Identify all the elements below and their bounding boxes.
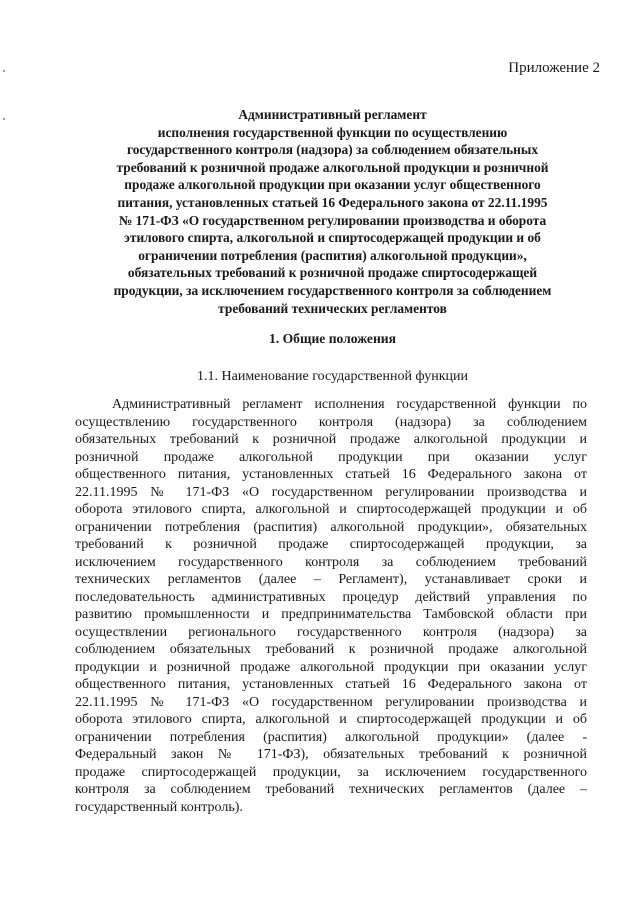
body-line: Административный регламент исполнения государственной функции по xyxy=(112,397,587,412)
body-line: технических регламентов (далее – Регламент), устанавливает сроки и xyxy=(75,572,587,587)
title-line: Административный регламент xyxy=(238,107,427,122)
body-line: осуществлению государственного контроля (надзора) за соблюдением xyxy=(75,414,587,430)
title-line: исполнения государственной функции по осуществлению xyxy=(157,124,508,140)
body-line: последовательность административных процедур действий управления по xyxy=(75,589,587,605)
body-line: оборота этилового спирта, алкогольной и спиртосодержащей продукции и об xyxy=(75,712,587,727)
body-line: ограничении потребления (распития) алкогольной продукции» (далее - xyxy=(75,729,587,745)
body-line: контроля за соблюдением требований технических регламентов (далее – xyxy=(75,782,587,797)
body-line: розничной продаже алкогольной продукции при оказании услуг xyxy=(75,449,587,465)
title-line: ограничении потребления (распития) алкогольной продукции», xyxy=(138,247,527,263)
subsection-heading: 1.1. Наименование государственной функции xyxy=(197,369,468,384)
title-line: требований к розничной продаже алкогольной продукции и розничной xyxy=(116,159,549,175)
title-line: этилового спирта, алкогольной и спиртосодержащей продукции и об xyxy=(124,230,541,246)
body-line: 22.11.1995 № 171-ФЗ «О государственном регулировании производства и xyxy=(75,694,587,710)
body-line: развитию промышленности и предпринимательства Тамбовской области при xyxy=(75,607,587,622)
body-paragraph xyxy=(75,396,587,816)
body-line: продаже спиртосодержащей продукции, за исключением государственного xyxy=(75,764,587,780)
body-line: оборота этилового спирта, алкогольной и спиртосодержащей продукции и об xyxy=(75,502,587,517)
title-line: продаже алкогольной продукции при оказании услуг общественного xyxy=(124,177,541,193)
scan-edge-mark xyxy=(3,70,5,72)
body-line: общественного питания, установленных статьей 16 Федерального закона от xyxy=(75,677,587,692)
section-heading: 1. Общие положения xyxy=(269,331,396,346)
body-line: осуществлении регионального государственного контроля (надзора) за xyxy=(75,624,587,640)
title-line: государственного контроля (надзора) за соблюдением обязательных xyxy=(126,142,539,158)
body-line: требований к розничной продаже спиртосодержащей продукции, за xyxy=(75,537,587,552)
body-line: обязательных требований к розничной продаже алкогольной продукции и xyxy=(75,432,587,447)
body-line: соблюдением обязательных требований к розничной продаже алкогольной xyxy=(75,642,587,657)
document-title xyxy=(80,106,585,317)
body-line: Федеральный закон № 171-ФЗ), обязательных требований к розничной xyxy=(75,747,587,762)
title-line: обязательных требований к розничной продаже спиртосодержащей xyxy=(127,265,538,281)
title-line: продукции, за исключением государственного контроля за соблюдением xyxy=(113,282,552,298)
body-line: ограничении потребления (распития) алкогольной продукции», обязательных xyxy=(75,519,587,535)
body-line: общественного питания, установленных статьей 16 Федерального закона от xyxy=(75,467,587,482)
body-line: государственный контроль). xyxy=(75,799,243,815)
title-line: требований технических регламентов xyxy=(218,300,447,316)
appendix-label: Приложение 2 xyxy=(508,60,600,76)
body-line: исключением государственного контроля за соблюдением требований xyxy=(75,554,587,570)
title-line: питания, установленных статьей 16 Федерального закона от 22.11.1995 xyxy=(117,194,548,210)
scan-edge-mark xyxy=(3,118,5,120)
body-line: продукции и розничной продаже алкогольной продукции при оказании услуг xyxy=(75,659,587,675)
body-line: 22.11.1995 № 171-ФЗ «О государственном регулировании производства и xyxy=(75,484,587,500)
title-line: № 171-ФЗ «О государственном регулировании производства и оборота xyxy=(118,212,547,228)
